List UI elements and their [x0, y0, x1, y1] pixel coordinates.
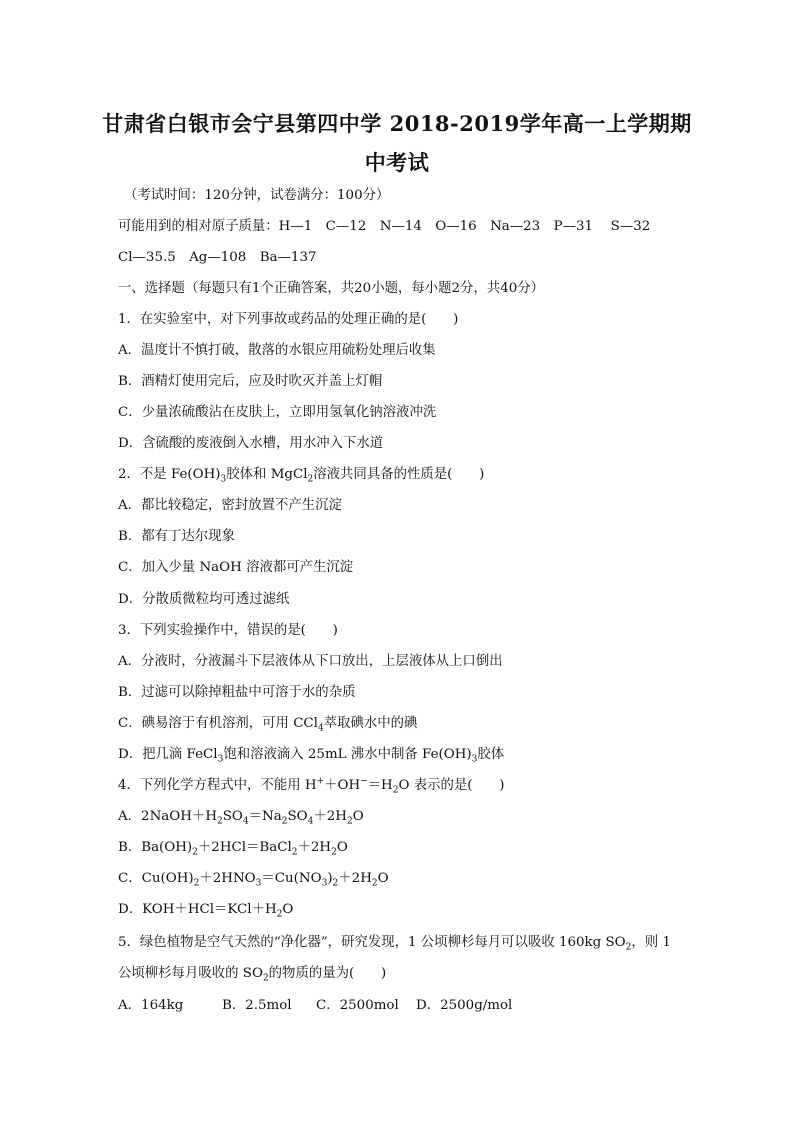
question-4-stem-part: ＋OH [324, 778, 361, 793]
question-2-option-d: D．分散质微粒均可透过滤纸 [118, 592, 290, 607]
question-4-option-c [118, 870, 389, 888]
question-3-option-b: B．过滤可以除掉粗盐中可溶于水的杂质 [118, 685, 356, 700]
question-5-options [118, 997, 512, 1015]
question-2-option-a: A．都比较稳定，密封放置不产生沉淀 [118, 498, 342, 513]
question-2-stem-part: 溶液共同具备的性质是( ) [313, 467, 485, 482]
question-1-option-d: D．含硫酸的废液倒入水槽，用水冲入下水道 [118, 436, 384, 451]
question-4-stem-part: ＝H [367, 778, 393, 793]
question-3-stem: 3．下列实验操作中，错误的是( ) [118, 623, 338, 638]
subscript: 2 [392, 785, 399, 796]
formula-part: ) [327, 871, 333, 886]
subscript: 2 [346, 816, 353, 827]
formula-part: A．2NaOH＋H [118, 809, 218, 824]
exam-title-line-2: 中考试 [364, 150, 430, 175]
subscript: 2 [276, 909, 283, 920]
question-2-stem-part: 胶体和 MgCl [226, 467, 308, 482]
subscript: 3 [471, 754, 478, 765]
formula-part: O [352, 809, 364, 824]
question-5-stem-part: 的物质的量为( ) [268, 966, 387, 981]
formula-part: SO [222, 809, 243, 824]
question-5-option-b: B．2.5mol [222, 998, 292, 1013]
question-1-option-c: C．少量浓硫酸沾在皮肤上，立即用氢氧化钠溶液冲洗 [118, 405, 437, 420]
subscript: 2 [331, 847, 337, 858]
subscript: 3 [255, 878, 262, 889]
subscript: 2 [625, 942, 632, 953]
question-4-stem [118, 777, 505, 795]
subscript: 2 [307, 474, 314, 485]
subscript: 2 [192, 847, 198, 858]
subscript: 2 [217, 816, 223, 827]
formula-part: ＋2HCl＝BaCl [197, 840, 292, 855]
subscript: 2 [371, 878, 378, 889]
formula-part: O [377, 871, 389, 886]
question-5-option-d: D．2500g/mol [416, 998, 513, 1013]
formula-part: O [336, 840, 348, 855]
formula-part: ＋2H [313, 809, 347, 824]
question-4-option-a [118, 808, 364, 826]
question-3-option-c [118, 715, 417, 733]
subscript: 2 [291, 847, 298, 858]
formula-part: C．Cu(OH) [118, 871, 194, 886]
formula-part: ＋2HNO [199, 871, 256, 886]
question-2-option-c: C．加入少量 NaOH 溶液都可产生沉淀 [118, 560, 354, 575]
subscript: 2 [281, 816, 288, 827]
subscript: 3 [217, 754, 224, 765]
question-5-stem-part: ，则 1 [631, 935, 671, 950]
question-4-option-b [118, 839, 348, 857]
question-5-option-a: A．164kg [118, 998, 184, 1013]
subscript: 2 [193, 878, 200, 889]
question-4-stem-part: 4．下列化学方程式中，不能用 H [118, 778, 317, 793]
option-part: 萃取碘水中的碘 [323, 716, 418, 731]
question-5-stem-part: 5．绿色植物是空气天然的“净化器”，研究发现，1 公顷柳杉每月可以吸收 160kg SO [118, 935, 626, 950]
formula-part: D．KOH＋HCl＝KCl＋H [118, 902, 277, 917]
question-2-stem [118, 466, 484, 484]
formula-part: ＋2H [338, 871, 372, 886]
formula-part: O [282, 902, 294, 917]
question-2-stem-part: 2．不是 Fe(OH) [118, 467, 221, 482]
subscript: 2 [332, 878, 339, 889]
atomic-mass-line-1: 可能用到的相对原子质量：H—1 C—12 N—14 O—16 Na—23 P—31 S—32 [118, 219, 651, 234]
question-3-option-d [118, 746, 504, 764]
option-part: 胶体 [477, 747, 505, 762]
question-5-stem-line-2 [118, 965, 386, 983]
superscript: + [316, 776, 325, 787]
atomic-mass-line-2: Cl—35.5 Ag—108 Ba—137 [118, 250, 317, 265]
option-part: C．碘易溶于有机溶剂，可用 CCl [118, 716, 318, 731]
subscript: 4 [242, 816, 249, 827]
question-1-option-a: A．温度计不慎打破，散落的水银应用硫粉处理后收集 [118, 343, 436, 358]
question-1-stem: 1．在实验室中，对下列事故或药品的处理正确的是( ) [118, 312, 459, 327]
question-5-stem-part: 公顷柳杉每月吸收的 SO [118, 966, 263, 981]
subscript: 4 [317, 723, 324, 734]
exam-title-line-1: 甘肃省白银市会宁县第四中学 2018-2019学年高一上学期期 [102, 111, 692, 136]
formula-part: ＝Na [248, 809, 282, 824]
question-1-option-b: B．酒精灯使用完后，应及时吹灭并盖上灯帽 [118, 374, 383, 389]
question-4-option-d [118, 901, 293, 919]
subscript: 3 [220, 474, 227, 485]
formula-part: B．Ba(OH) [118, 840, 193, 855]
question-4-stem-part: O 表示的是( ) [398, 778, 505, 793]
section-heading: 一、选择题（每题只有1个正确答案，共20小题，每小题2分，共40分） [118, 281, 545, 296]
exam-info: （考试时间：120分钟，试卷满分：100分） [124, 188, 390, 203]
subscript: 2 [262, 973, 269, 984]
superscript: − [360, 776, 368, 787]
formula-part: ＝Cu(NO [261, 871, 322, 886]
option-part: 饱和溶液滴入 25mL 沸水中制备 Fe(OH) [223, 747, 472, 762]
question-5-stem-line-1 [118, 934, 671, 952]
option-part: D．把几滴 FeCl [118, 747, 218, 762]
question-3-option-a: A．分液时，分液漏斗下层液体从下口放出，上层液体从上口倒出 [118, 654, 503, 669]
formula-part: ＋2H [297, 840, 332, 855]
question-2-option-b: B．都有丁达尔现象 [118, 529, 235, 544]
subscript: 3 [321, 878, 328, 889]
question-5-option-c: C．2500mol [316, 998, 399, 1013]
subscript: 4 [307, 816, 314, 827]
formula-part: SO [287, 809, 308, 824]
